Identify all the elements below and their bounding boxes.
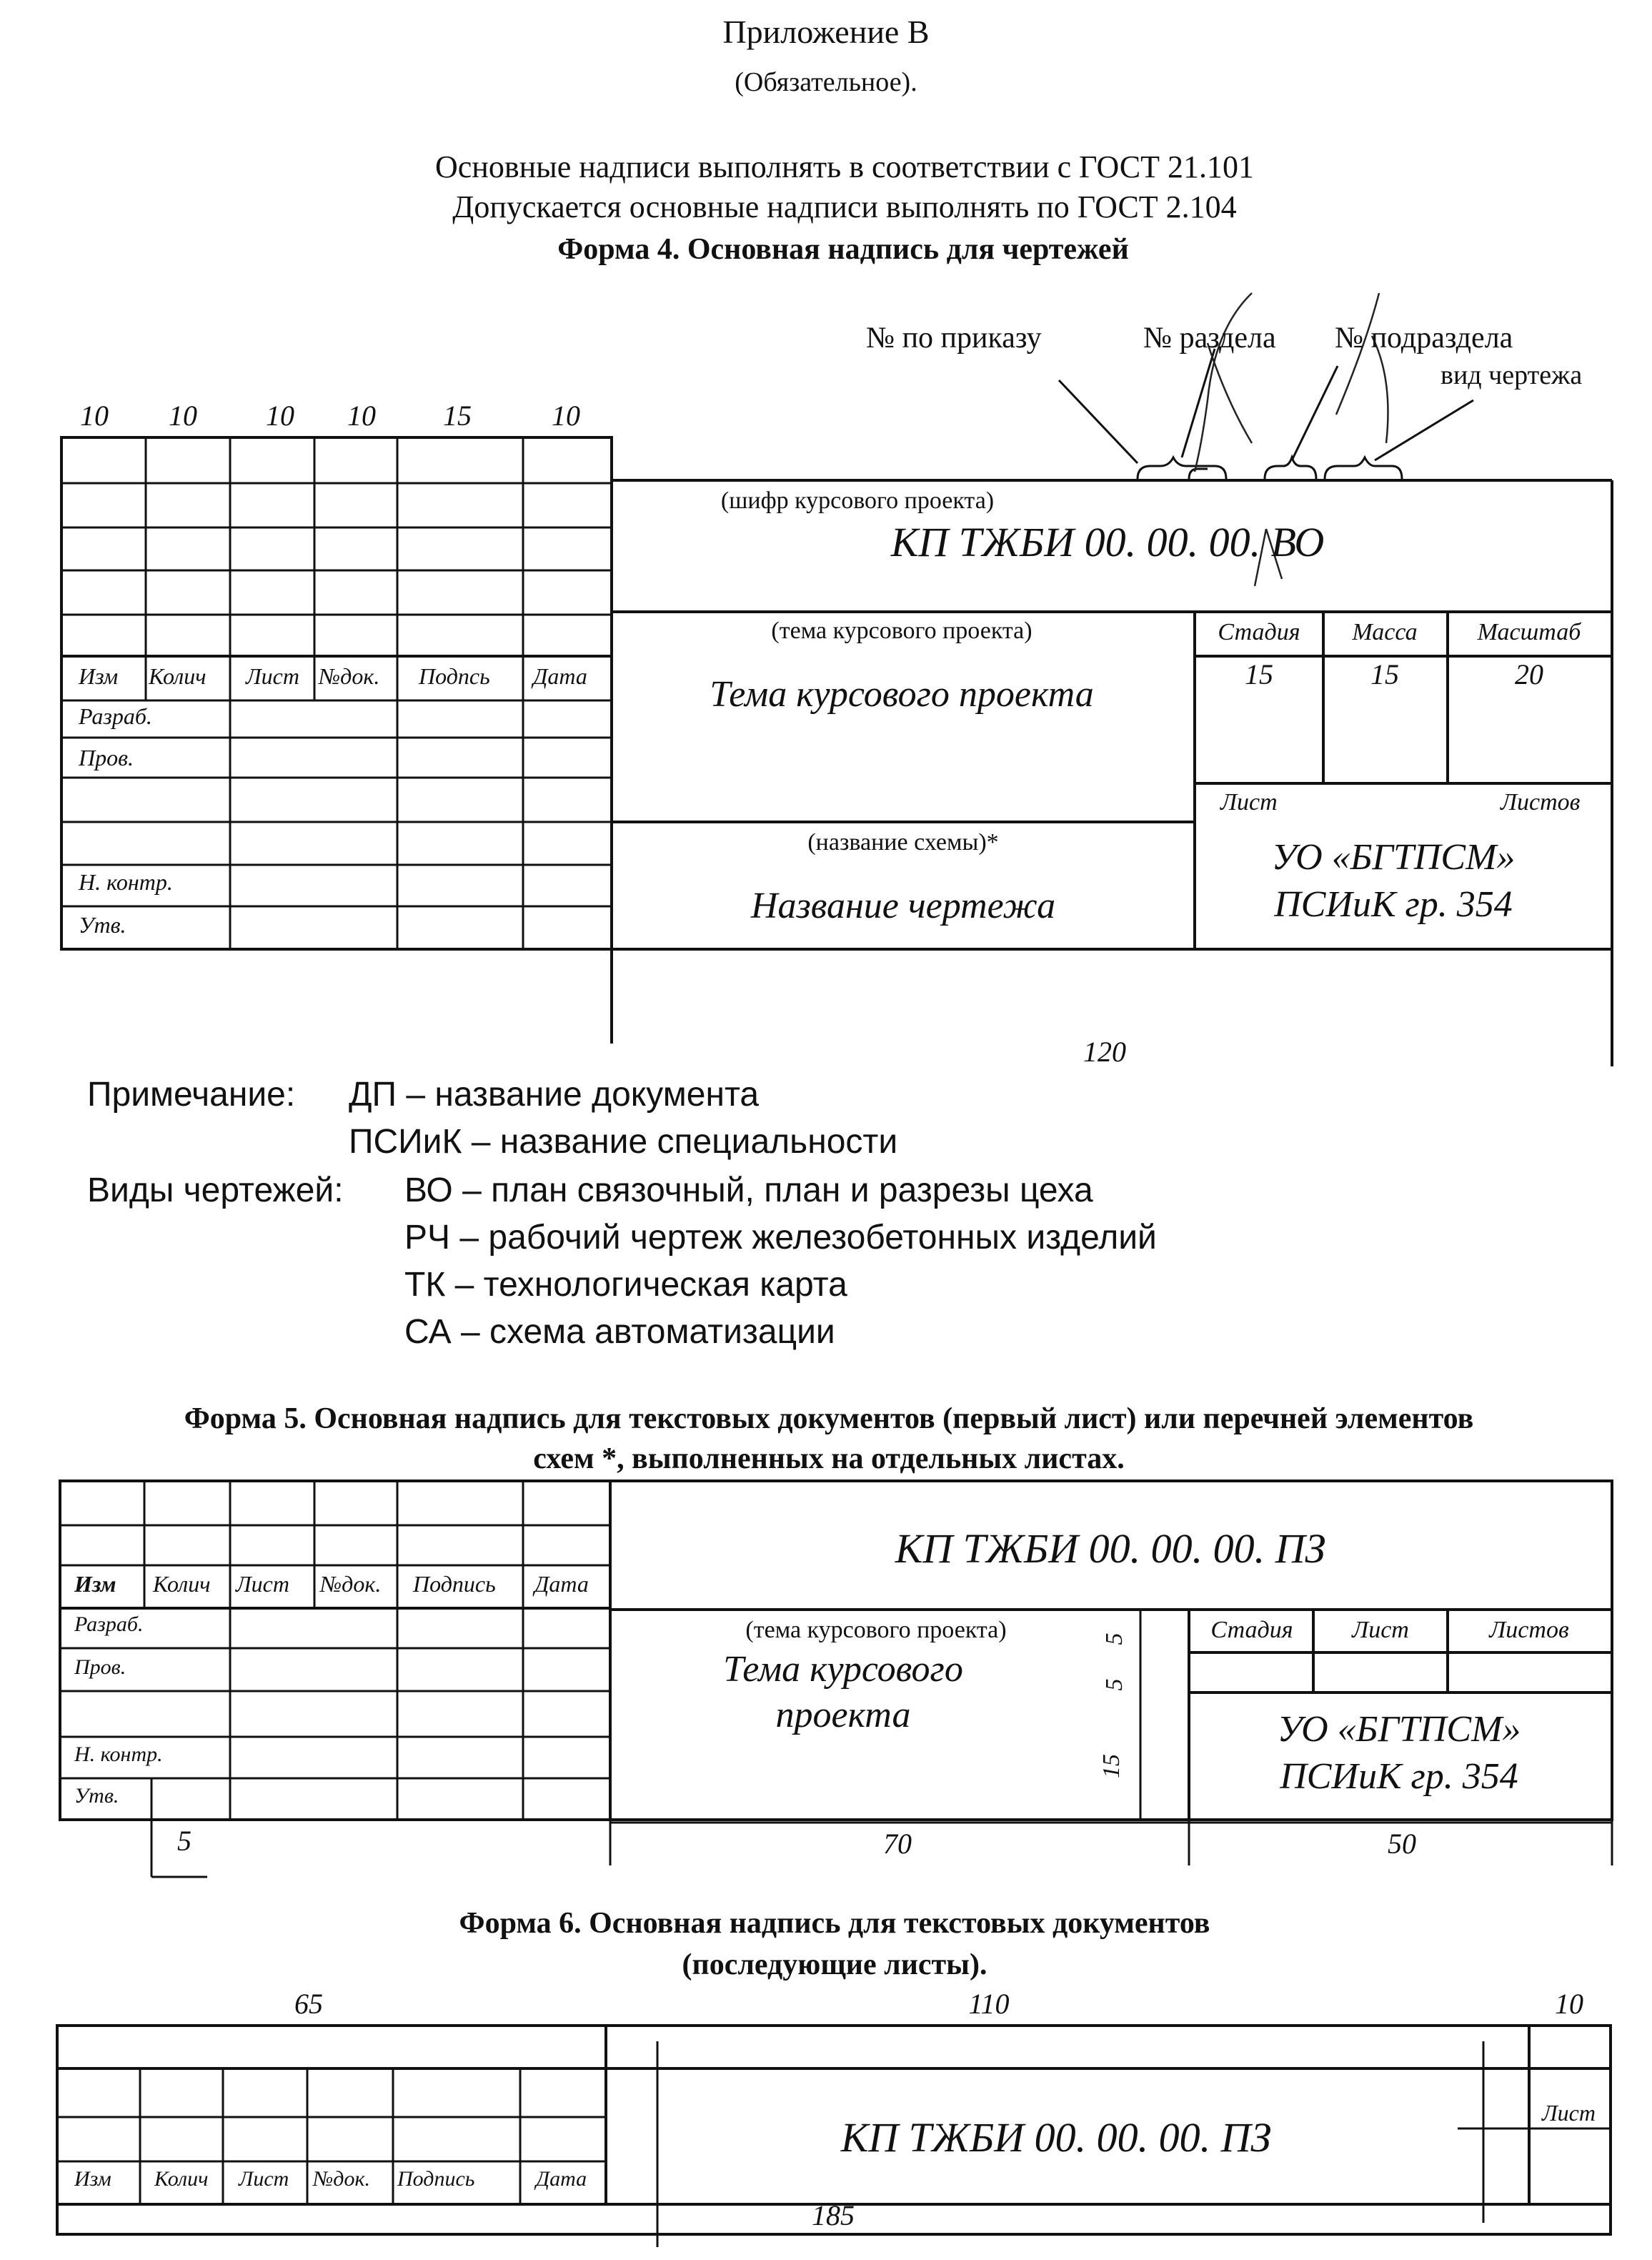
appendix-title: Приложение В (722, 14, 930, 50)
col-width-5: 15 (443, 400, 472, 432)
form6-dim-185: 185 (812, 2199, 855, 2231)
col-width-3: 10 (266, 400, 294, 432)
col-width-2: 10 (169, 400, 197, 432)
form5-role-nkontr: Н. контр. (74, 1743, 163, 1766)
form4-dim-total: 120 (1083, 1036, 1126, 1068)
form5-title-line2: схем *, выполненных на отдельных листах. (533, 1442, 1125, 1475)
type-tk: ТК – технологическая карта (404, 1266, 847, 1304)
callout-section-no: № раздела (1143, 322, 1276, 355)
form5-hdr-kolich: Колич (153, 1571, 211, 1597)
form5-topic-line2: проекта (775, 1695, 911, 1735)
form4-hdr-data: Дата (533, 663, 587, 689)
form4-hdr-podpis: Подпсь (419, 663, 490, 689)
form4-sheet-label: Лист (1220, 789, 1278, 816)
form4-scale-header: Масштаб (1477, 619, 1581, 645)
form5-hdr-izm: Изм (74, 1571, 116, 1597)
form5-dim-70: 70 (883, 1828, 912, 1860)
form4-org-line2: ПСИиК гр. 354 (1274, 884, 1513, 925)
header-line2: Допускается основные надписи выполнять по ГОСТ 2.104 (452, 189, 1237, 224)
form6-cipher-value: КП ТЖБИ 00. 00. 00. ПЗ (840, 2114, 1272, 2161)
form6-hdr-list: Лист (239, 2167, 289, 2191)
col-width-1: 10 (80, 400, 109, 432)
form5-topic-line1: Тема курсового (723, 1649, 963, 1690)
form5-role-utv: Утв. (74, 1784, 119, 1808)
form5-sheets-header: Листов (1489, 1617, 1569, 1643)
type-vo: ВО – план связочный, план и разрезы цеха (404, 1171, 1093, 1209)
form5-hdr-list: Лист (236, 1571, 289, 1597)
form4-hdr-ndok: №док. (319, 663, 380, 689)
form5-dim-5a (1101, 1627, 1128, 1651)
form4-scheme-label: (название схемы)* (807, 829, 999, 856)
form4-cipher-value: КП ТЖБИ 00. 00. 00. ВО (890, 519, 1325, 565)
callout-order-no: № по приказу (866, 322, 1042, 355)
appendix-note: (Обязательное). (735, 67, 917, 97)
form6-hdr-ndok: №док. (313, 2167, 370, 2191)
form4-leaders (1059, 349, 1473, 479)
form5-sheet-header: Лист (1352, 1617, 1409, 1643)
form6-hdr-izm: Изм (74, 2167, 111, 2191)
form6-dim-10: 10 (1555, 1988, 1583, 2020)
col-width-6: 10 (552, 400, 580, 432)
form5-dim-15-text: 15 (1098, 1754, 1125, 1778)
form5-dim-50: 50 (1388, 1828, 1416, 1860)
form6-title-line2: (последующие листы). (682, 1948, 987, 1981)
form6-sheet-label: Лист (1542, 2100, 1596, 2126)
form5-hdr-podpis: Подпись (413, 1571, 496, 1597)
note-label: Примечание: (87, 1076, 296, 1114)
form5-cipher-value: КП ТЖБИ 00. 00. 00. ПЗ (895, 1525, 1326, 1572)
form4-role-prov: Пров. (79, 745, 134, 770)
note-dp: ДП – название документа (349, 1076, 760, 1114)
form4-role-utv: Утв. (79, 912, 126, 938)
form4-frame (61, 437, 1612, 1066)
form5-dim-5b-text: 5 (1101, 1678, 1128, 1691)
form5-role-prov: Пров. (74, 1655, 126, 1679)
form5-org-line1: УО «БГТПСМ» (1277, 1709, 1521, 1750)
form5-dim-5b (1101, 1672, 1128, 1697)
type-sa: СА – схема автоматизации (404, 1313, 835, 1351)
form4-topic-value: Тема курсового проекта (710, 674, 1094, 715)
form5-role-razrab: Разраб. (74, 1612, 144, 1636)
type-rch: РЧ – рабочий чертеж железобетонных изделий (404, 1219, 1157, 1257)
form4-topic-label: (тема курсового проекта) (771, 618, 1032, 644)
note-psiik: ПСИиК – название специальности (349, 1123, 898, 1161)
form4-role-nkontr: Н. контр. (79, 869, 173, 895)
form4-dim-stage: 15 (1245, 658, 1273, 690)
form4-org-line1: УО «БГТПСМ» (1271, 837, 1516, 878)
form6-dim-65: 65 (294, 1988, 323, 2020)
form5-stage-header: Стадия (1210, 1617, 1293, 1643)
form5-hdr-data: Дата (534, 1571, 589, 1597)
form4-hdr-kolich: Колич (149, 663, 206, 689)
form4-cipher-label: (шифр курсового проекта) (720, 487, 995, 514)
form4-sheets-label: Листов (1501, 789, 1581, 816)
form5-topic-label: (тема курсового проекта) (745, 1617, 1007, 1643)
form5-dim-left: 5 (177, 1825, 191, 1857)
form6-hdr-podpis: Подпись (397, 2167, 475, 2191)
form4-hdr-list: Лист (246, 663, 299, 689)
form4-dim-scale: 20 (1515, 658, 1543, 690)
form6-dim-110: 110 (968, 1988, 1010, 2020)
header-line1: Основные надписи выполнять в соответствии с ГОСТ 21.101 (434, 149, 1255, 184)
form6-title-line1: Форма 6. Основная надпись для текстовых документов (459, 1907, 1210, 1940)
form4-stage-header: Стадия (1218, 619, 1300, 645)
form5-title-line1: Форма 5. Основная надпись для текстовых документов (первый лист) или перечней элементов (184, 1402, 1474, 1435)
form5-org-line2: ПСИиК гр. 354 (1280, 1756, 1518, 1797)
callout-drawing-type: вид чертежа (1440, 360, 1583, 390)
form4-dim-mass: 15 (1370, 658, 1399, 690)
callout-subsection-no: № подраздела (1335, 322, 1513, 355)
form4-scheme-value: Название чертежа (750, 886, 1056, 926)
form4-mass-header: Масса (1352, 619, 1418, 645)
types-label: Виды чертежей: (87, 1171, 344, 1209)
form4-hdr-izm: Изм (79, 663, 119, 689)
form5-dim-5a-text: 5 (1101, 1632, 1128, 1645)
form5-dim-15 (1100, 1754, 1124, 1778)
form6-hdr-data: Дата (536, 2167, 587, 2191)
form4-role-razrab: Разраб. (79, 703, 152, 729)
form4-title: Форма 4. Основная надпись для чертежей (557, 233, 1129, 266)
form6-hdr-kolich: Колич (154, 2167, 209, 2191)
col-width-4: 10 (347, 400, 376, 432)
form5-hdr-ndok: №док. (320, 1571, 382, 1597)
